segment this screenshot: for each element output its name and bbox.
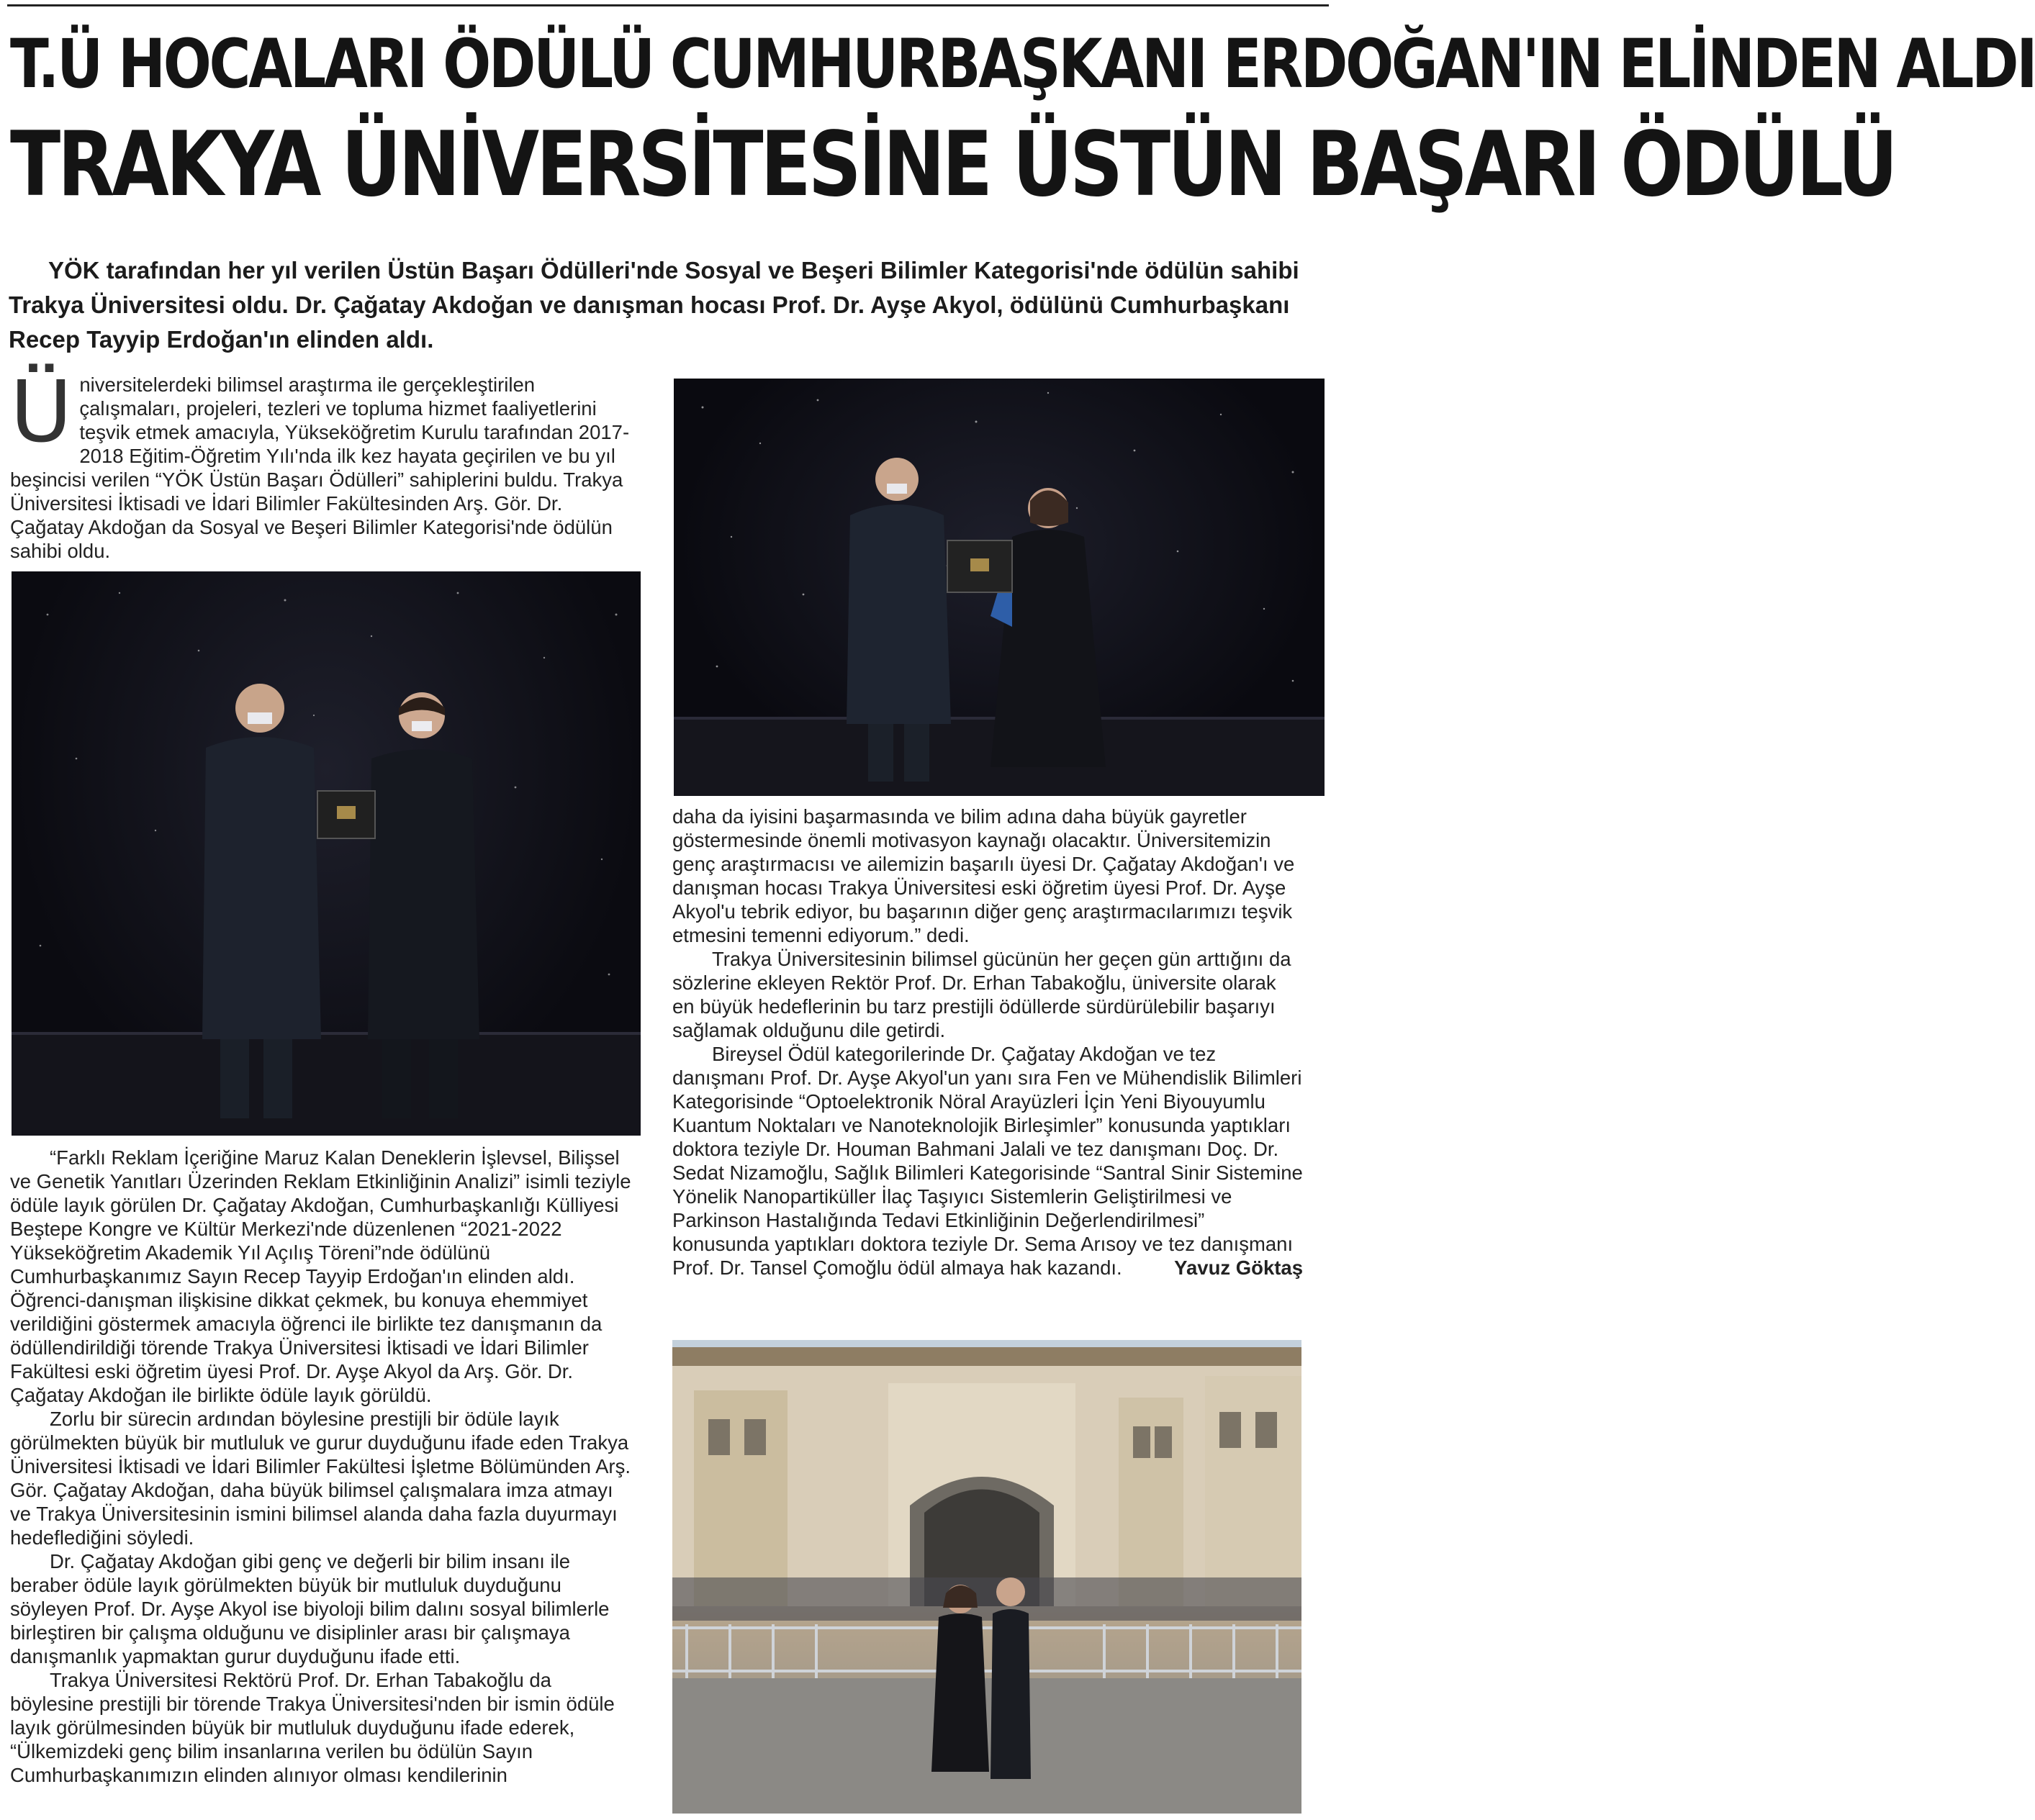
drop-cap: Ü — [10, 362, 73, 461]
paragraph-text: niversitelerdeki bilimsel araştırma ile gerçekleştirilen çalışmaları, projeleri, tezleri ve topluma hizmet faaliyetlerini teşvik etmek amacıyla, Yükseköğretim Kurulu tarafından 2017-2018 Eğitim-Öğretim Yılı'nda ilk kez hayata geçirilen ve bu yıl beşincisi verilen “YÖK Üstün Başarı Ödülleri” sahiplerini buldu. Trakya Üniversitesi İktisadi ve İdari Bilimler Fakültesinden Arş. Gör. Dr. Çağatay Akdoğan da Sosyal ve Beşeri Bilimler Kategorisi'nde ödülün sahibi oldu. — [10, 373, 630, 562]
top-rule — [7, 4, 1329, 6]
photo-illustration — [674, 379, 1325, 796]
photo-outdoor-complex — [672, 1340, 1301, 1814]
article-lead: YÖK tarafından her yıl verilen Üstün Başarı Ödülleri'nde Sosyal ve Beşeri Bilimler Kategorisi'nde ödülün sahibi Trakya Üniversitesi oldu. Dr. Çağatay Akdoğan ve danışman hocası Prof. Dr. Ayşe Akyol, ödülünü Cumhurbaşkanı Recep Tayyip Erdoğan'ın elinden aldı. — [9, 257, 1299, 353]
article-paragraph-4: Dr. Çağatay Akdoğan gibi genç ve değerli bir bilim insanı ile beraber ödüle layık görülmekten büyük bir mutluluk duyduğunu söyleyen Prof. Dr. Ayşe Akyol ise biyoloji bilim dalını sosyal bilimlerle birleştiren bir çalışma olduğunu ve disiplinler arası bir çalışmaya danışmanlık yapmaktan gurur duyduğunu ifade etti. — [10, 1550, 610, 1667]
article-paragraph-8: Bireysel Ödül kategorilerinde Dr. Çağatay Akdoğan ve tez danışmanı Prof. Dr. Ayşe Akyol'un yanı sıra Fen ve Mühendislik Bilimleri Kategorisinde “Optoelektronik Nöral Arayüzleri İçin Yeni Biyouyumlu Kuantum Noktaları ve Nanoteknolojik Birleşimler” konusunda yaptıkları doktora teziyle Dr. Houman Bahmani Jalali ve tez danışmanı Doç. Dr. Sedat Nizamoğlu, Sağlık Bilimleri Kategorisinde “Santral Sinir Sistemine Yönelik Nanopartiküller İlaç Taşıyıcı Sistemlerin Geliştirilmesi ve Parkinson Hastalığında Tedavi Etkinliğinin Değerlendirilmesi” konusunda yaptıkları doktora teziyle Dr. Sema Arısoy ve tez danışmanı Prof. Dr. Tansel Çomoğlu ödül almaya hak kazandı. — [672, 1043, 1303, 1279]
photo-ceremony-researcher — [12, 571, 641, 1136]
article-author: Yavuz Göktaş — [1174, 1257, 1303, 1279]
photo-illustration — [672, 1340, 1301, 1814]
article-paragraph-1 — [10, 362, 638, 563]
article-paragraph-3: Zorlu bir sürecin ardından böylesine prestijli bir ödüle layık görülmekten büyük bir mutluluk ve gurur duyduğunu ifade eden Trakya Üniversitesi İktisadi ve İdari Bilimler Fakültesi İşletme Bölümünden Arş. Gör. Çağatay Akdoğan, daha büyük bilimsel çalışmalara imza atmayı ve Trakya Üniversitesinin ismini bilimsel alanda daha fazla duyurmayı hedeflediğini söyledi. — [10, 1408, 631, 1549]
headline-main: TRAKYA ÜNİVERSİTESİNE ÜSTÜN BAŞARI ÖDÜLÜ — [10, 113, 1895, 217]
headline-kicker: T.Ü HOCALARI ÖDÜLÜ CUMHURBAŞKANI ERDOĞAN'IN ELİNDEN ALDI — [10, 25, 2035, 104]
article-paragraph-6: daha da iyisini başarmasında ve bilim adına daha büyük gayretler göstermesinde önemli motivasyon kaynağı olacaktır. Üniversitemizin genç araştırmacısı ve ailemizin başarılı üyesi Dr. Çağatay Akdoğan'ı ve danışman hocası Trakya Üniversitesi eski öğretim üyesi Prof. Dr. Ayşe Akyol'u tebrik ediyor, bu başarının diğer genç araştırmacılarımızı teşvik etmesini temenni ediyorum.” dedi. — [672, 805, 1295, 946]
article-paragraph-2: “Farklı Reklam İçeriğine Maruz Kalan Deneklerin İşlevsel, Bilişsel ve Genetik Yanıtları Üzerinden Reklam Etkinliğinin Analizi” isimli teziyle ödüle layık görülen Dr. Çağatay Akdoğan, Cumhurbaşkanlığı Külliyesi Beştepe Kongre ve Kültür Merkezi'nde düzenlenen “2021-2022 Yükseköğretim Akademik Yıl Açılış Töreni”nde ödülünü Cumhurbaşkanımız Sayın Recep Tayyip Erdoğan'ın elinden aldı. Öğrenci-danışman ilişkisine dikkat çekmek, bu konuya ehemmiyet verildiğini göstermek amacıyla öğrenci ile birlikte tez danışmanın da ödüllendirildiği törende Trakya Üniversitesi İktisadi ve İdari Bilimler Fakültesi eski öğretim üyesi Prof. Dr. Ayşe Akyol da Arş. Gör. Dr. Çağatay Akdoğan ile birlikte ödüle layık görüldü. — [10, 1146, 631, 1406]
article-paragraph-7: Trakya Üniversitesinin bilimsel gücünün her geçen gün arttığını da sözlerine ekleyen Rektör Prof. Dr. Erhan Tabakoğlu, üniversite olarak en büyük hedeflerinin bu tarz prestijli ödüllerde sürdürülebilir başarıyı sağlamak olduğunu dile getirdi. — [672, 948, 1291, 1041]
article-column-1-bottom — [10, 1146, 638, 1787]
article-paragraph-5: Trakya Üniversitesi Rektörü Prof. Dr. Erhan Tabakoğlu da böylesine prestijli bir törende Trakya Üniversitesi'nden bir ismin ödüle layık görülmesinden büyük bir mutluluk duyduğunu ifade ederek, “Ülkemizdeki genç bilim insanlarına verilen bu ödülün Sayın Cumhurbaşkanımızın elinden alınıyor olması kendilerinin — [10, 1669, 615, 1786]
article-column-1-top — [10, 362, 638, 563]
photo-ceremony-professor — [674, 379, 1325, 796]
article-column-2 — [672, 805, 1303, 1280]
photo-illustration — [12, 571, 641, 1136]
